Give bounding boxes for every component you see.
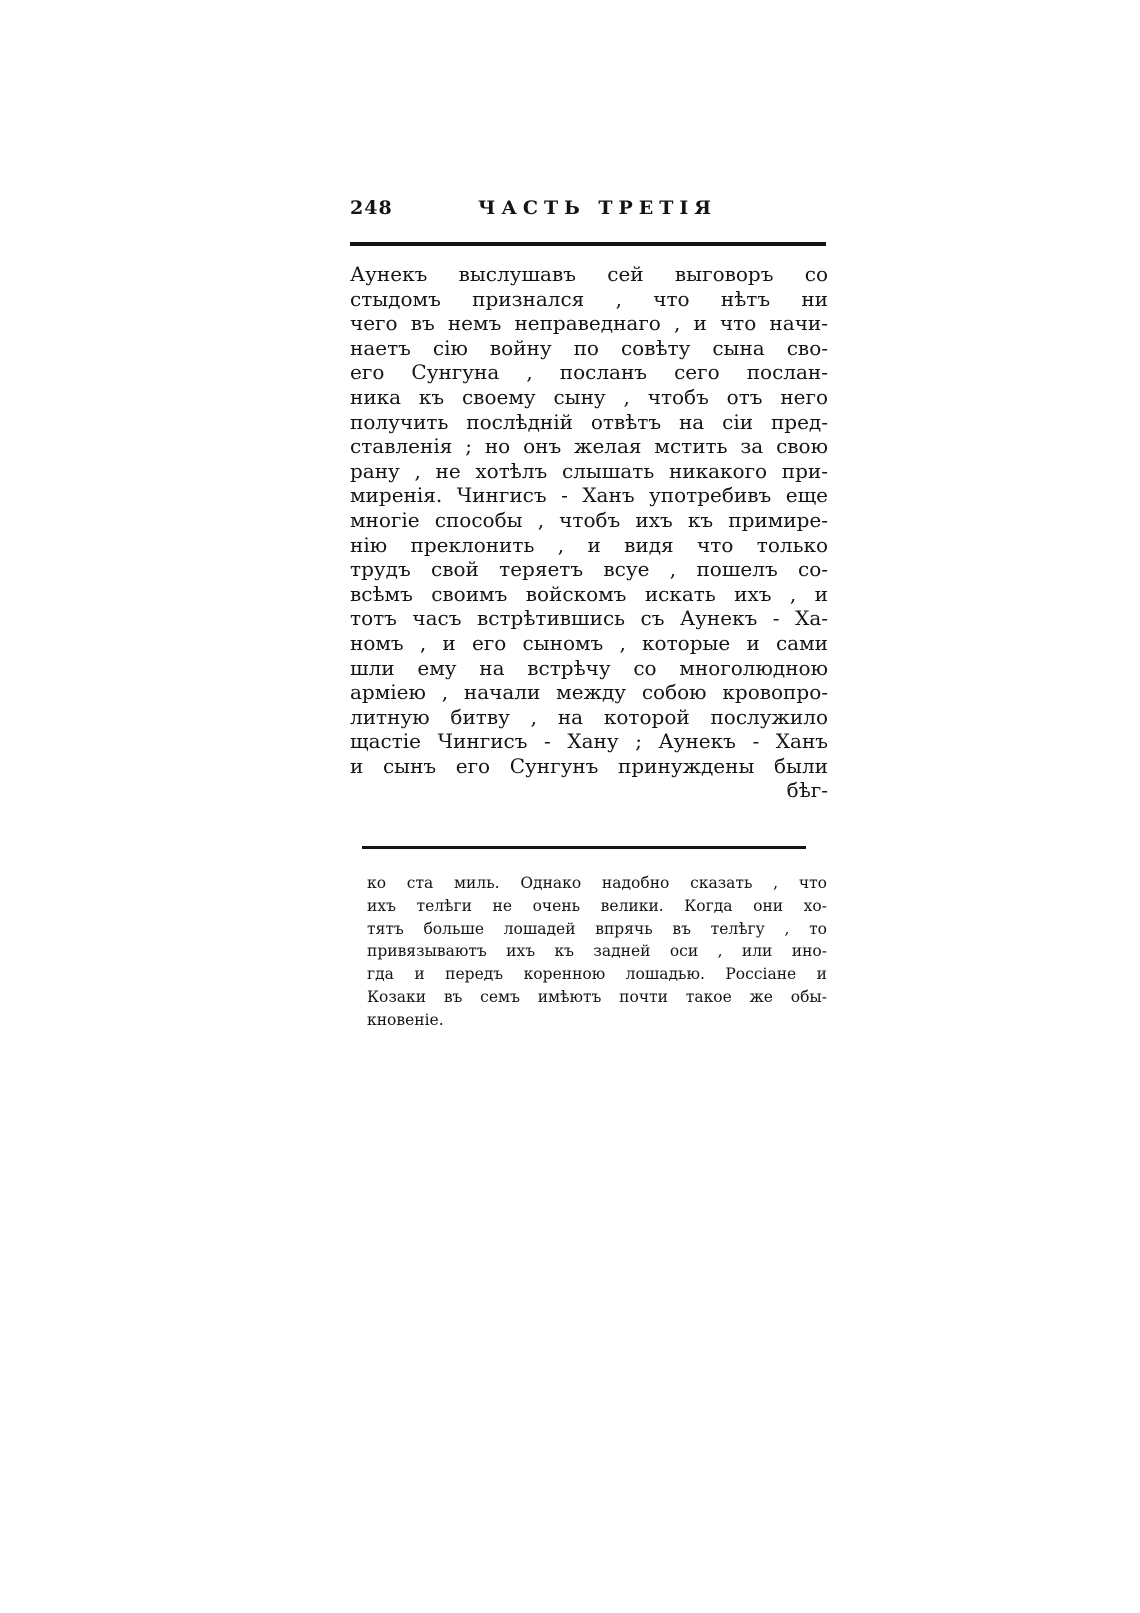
text-line: ника къ своему сыну , чтобъ отъ него: [350, 384, 828, 409]
text-line: арміею , начали между собою кровопро-: [350, 680, 828, 705]
text-line: многіе способы , чтобъ ихъ къ примире-: [350, 507, 828, 532]
text-line: стыдомъ признался , что нѣтъ ни: [350, 286, 828, 311]
text-line: миренія. Чингисъ - Ханъ употребивъ еще: [350, 483, 828, 508]
footnote: [367, 872, 827, 1032]
running-head: ЧАСТЬ ТРЕТІЯ: [478, 197, 718, 219]
text-line: номъ , и его сыномъ , которые и сами: [350, 630, 828, 655]
page-header: [350, 197, 830, 227]
text-line: литную битву , на которой послужило: [350, 704, 828, 729]
footnote-line: привязываютъ ихъ къ задней оси , или ино-: [367, 942, 827, 961]
text-line: чего въ немъ неправеднаго , и что начи-: [350, 311, 828, 336]
main-text: [350, 262, 828, 803]
text-line: Аунекъ выслушавъ сей выговоръ со: [350, 262, 828, 286]
text-line: тотъ часъ встрѣтившись съ Аунекъ - Ха-: [350, 606, 828, 631]
footnote-line: кновеніе.: [367, 1010, 444, 1029]
text-line: рану , не хотѣлъ слышать никакого при-: [350, 458, 828, 483]
text-line: наетъ сію войну по совѣту сына сво-: [350, 335, 828, 360]
footnote-line: ихъ телѣги не очень велики. Когда они хо-: [367, 896, 827, 915]
text-line: его Сунгуна , посланъ сего послан-: [350, 360, 828, 385]
text-line: трудъ свой теряетъ всуе , пошелъ со-: [350, 557, 828, 582]
footnote-rule: [362, 846, 806, 849]
footnote-line: гда и передъ коренною лошадью. Россіане и: [367, 965, 827, 984]
text-line: шли ему на встрѣчу со многолюдною: [350, 655, 828, 680]
text-line: нію преклонить , и видя что только: [350, 532, 828, 557]
footnote-line: тятъ больше лошадей впрячь въ телѣгу , то: [367, 919, 827, 938]
text-line: щастіе Чингисъ - Хану ; Аунекъ - Ханъ: [350, 729, 828, 754]
text-line: получить послѣдній отвѣтъ на сіи пред-: [350, 409, 828, 434]
page-number: 248: [350, 197, 393, 219]
text-line: ставленія ; но онъ желая мстить за свою: [350, 434, 828, 459]
text-line: и сынъ его Сунгунъ принуждены были: [350, 753, 828, 778]
footnote-line: ко ста миль. Однако надобно сказать , что: [367, 874, 827, 892]
header-rule: [350, 242, 826, 246]
text-line: всѣмъ своимъ войскомъ искать ихъ , и: [350, 581, 828, 606]
catchword: бѣг-: [786, 778, 828, 803]
footnote-line: Козаки въ семъ имѣютъ почти такое же обы-: [367, 987, 827, 1006]
